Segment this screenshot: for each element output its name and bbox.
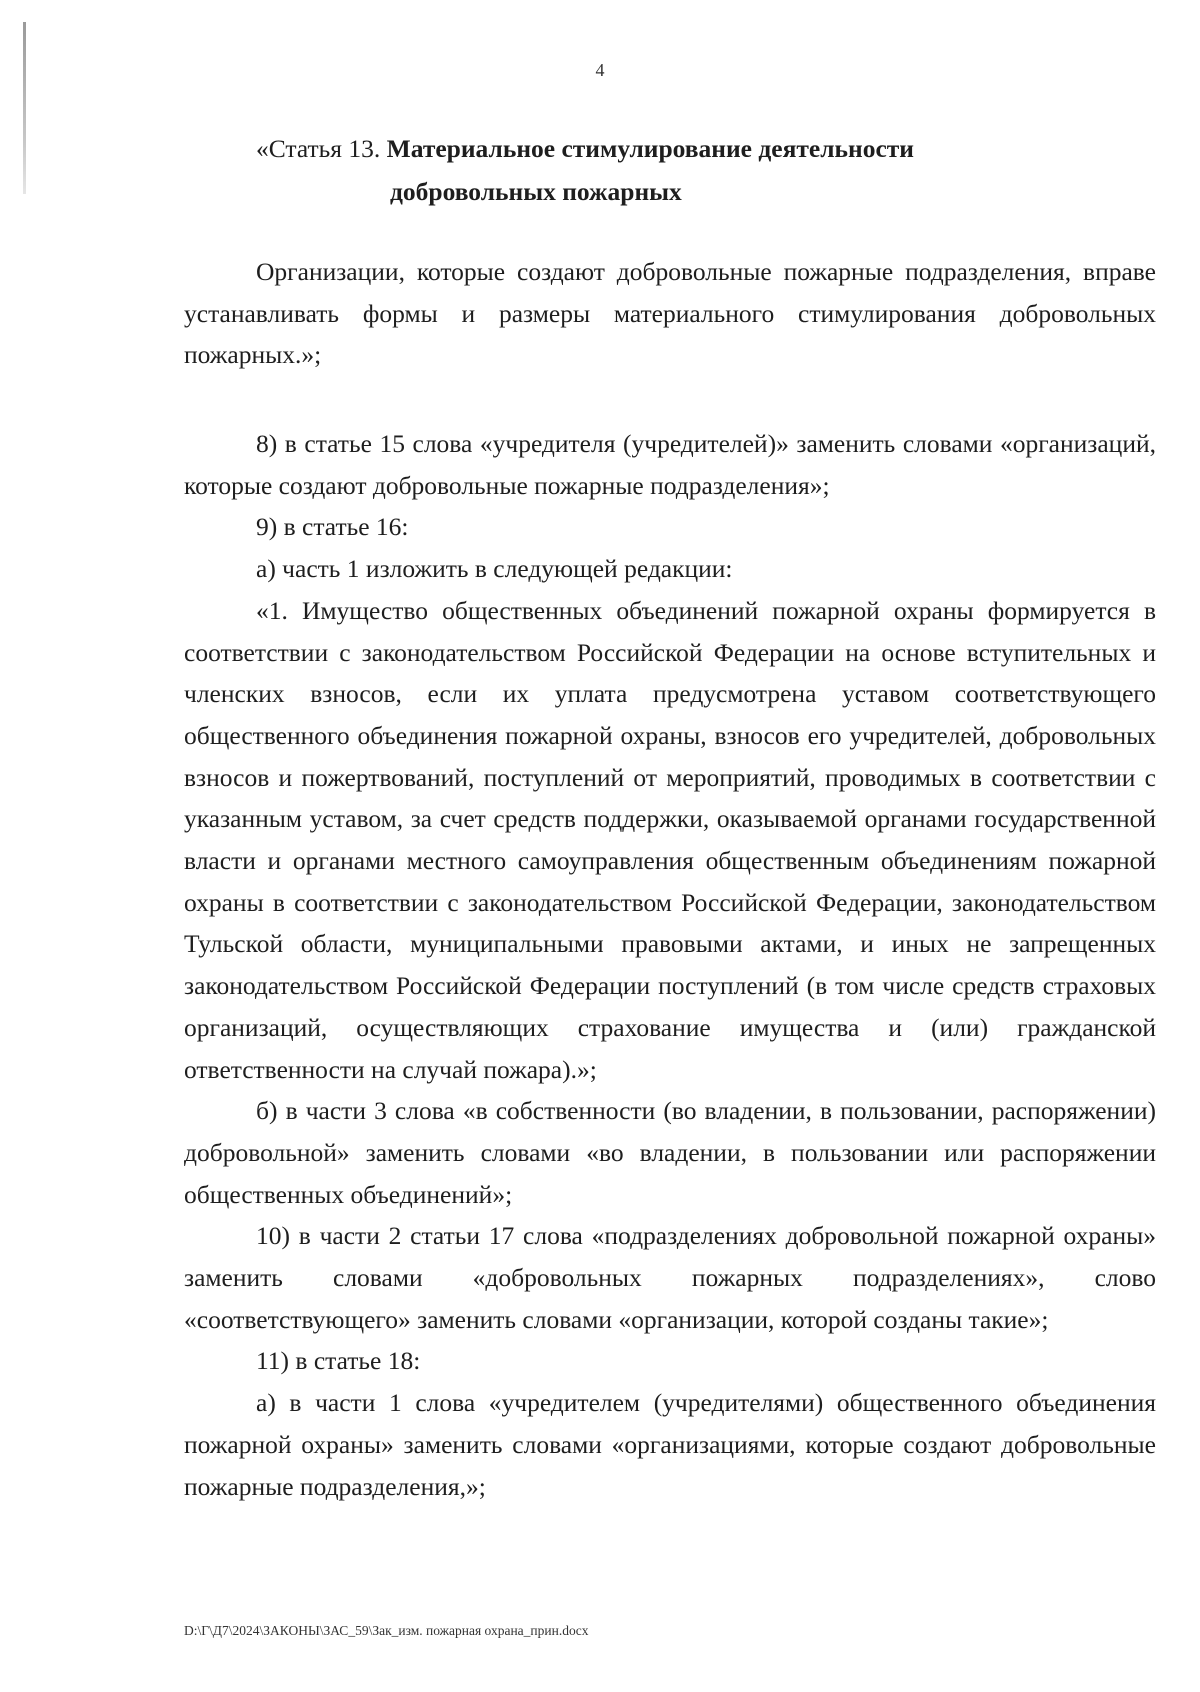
paragraph: Организации, которые создают добровольные пожарные подразделения, вправе устанавливать формы и размеры материального стимулирования добровольных пожарных.»; (184, 257, 1156, 370)
paragraph: 10) в части 2 статьи 17 слова «подразделениях добровольной пожарной охраны» заменить словами «добровольных пожарных подразделениях», слово «соответствующего» заменить словами «организации, которой созданы такие»; (184, 1221, 1156, 1334)
paragraph: б) в части 3 слова «в собственности (во владении, в пользовании, распоряжении) добровольной» заменить словами «во владении, в пользовании или распоряжении общественных объединений»; (184, 1096, 1156, 1209)
article-body (184, 251, 1156, 376)
file-path-footer: D:\Г\Д7\2024\ЗАКОНЫ\ЗАС_59\Зак_изм. пожарная охрана_прин.docx (184, 1623, 589, 1638)
paragraph: 11) в статье 18: (256, 1346, 421, 1376)
paragraph: а) часть 1 изложить в следующей редакции: (256, 554, 733, 584)
amendments-body (184, 423, 1156, 1507)
paragraph: 9) в статье 16: (256, 512, 409, 542)
paragraph: а) в части 1 слова «учредителем (учредителями) общественного объединения пожарной охраны» заменить словами «организациями, которые создают добровольные пожарные подразделения,»; (184, 1388, 1156, 1501)
article-title-line-2: добровольных пожарных (390, 177, 682, 206)
paragraph: «1. Имущество общественных объединений пожарной охраны формируется в соответствии с законодательством Российской Федерации на основе вступительных и членских взносов, если их уплата предусмотрена уставом соответствующего общественного объединения пожарной охраны, взносов его учредителей, добровольных взносов и пожертвований, поступлений от мероприятий, проводимых в соответствии с указанным уставом, за счет средств поддержки, оказываемой органами государственной власти и органами местного самоуправления общественным объединениям пожарной охраны в соответствии с законодательством Российской Федерации, законодательством Тульской области, муниципальными правовыми актами, и иных не запрещенных законодательством Российской Федерации поступлений (в том числе средств страховых организаций, осуществляющих страхование имущества и (или) гражданской ответственности на случай пожара).»; (184, 595, 1156, 1084)
paragraph: 8) в статье 15 слова «учредителя (учредителей)» заменить словами «организаций, которые создают добровольные пожарные подразделения»; (184, 429, 1156, 500)
article-title-line-1: Материальное стимулирование деятельности (386, 134, 914, 163)
article-heading (256, 127, 1156, 213)
article-number: «Статья 13. (256, 134, 387, 163)
scan-edge-line (23, 22, 26, 194)
page-number: 4 (595, 60, 605, 80)
